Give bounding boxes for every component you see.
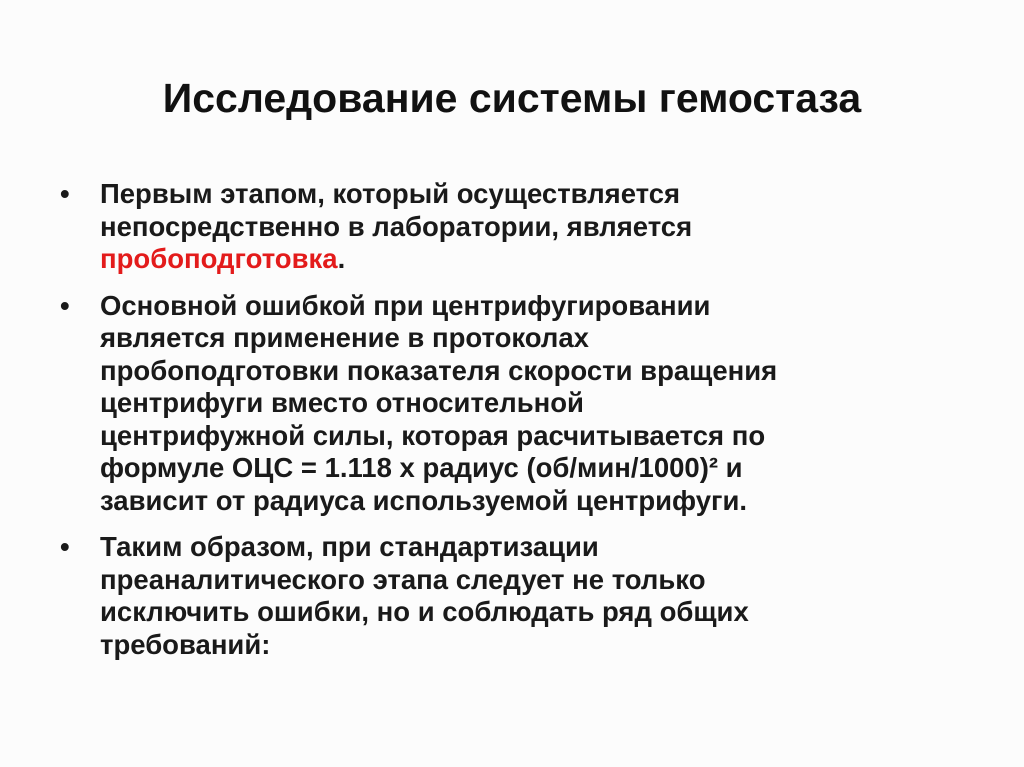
bullet-text-line: формуле ОЦС = 1.118 х радиус (об/мин/1000)² и xyxy=(100,452,743,483)
bullet-text-line: центрифуги вместо относительной xyxy=(100,387,584,418)
bullet-icon: • xyxy=(60,178,70,209)
bullet-text-line: требований: xyxy=(100,628,271,660)
bullet-icon: • xyxy=(60,289,70,321)
highlighted-term: пробоподготовка xyxy=(100,243,338,274)
bullet-text-line: исключить ошибки, но и соблюдать ряд общих xyxy=(100,596,749,627)
bullet-item-sample-prep xyxy=(60,178,960,276)
bullet-text-line: зависит от радиуса используемой центрифуги. xyxy=(100,484,748,516)
sentence-end: . xyxy=(337,243,346,274)
bullet-list xyxy=(60,178,960,675)
bullet-text-line: Таким образом, при стандартизации xyxy=(100,531,599,562)
bullet-text-line: является применение в протоколах xyxy=(100,322,589,353)
bullet-text-line-highlight xyxy=(100,243,960,276)
bullet-text-line: пробоподготовки показателя скорости вращения xyxy=(100,354,778,386)
bullet-text-line: Основной ошибкой при центрифугировании xyxy=(100,289,711,321)
bullet-icon: • xyxy=(60,531,70,562)
bullet-text-line: Первым этапом, который осуществляется xyxy=(100,178,681,209)
bullet-text-line: центрифужной силы, которая расчитывается по xyxy=(100,419,766,451)
bullet-text-line: непосредственно в лаборатории, является xyxy=(100,210,693,242)
bullet-item-centrifugation xyxy=(60,290,960,518)
slide-title: Исследование системы гемостаза xyxy=(162,75,862,121)
bullet-text-line: преаналитического этапа следует не только xyxy=(100,563,706,595)
bullet-item-standardization xyxy=(60,531,960,661)
